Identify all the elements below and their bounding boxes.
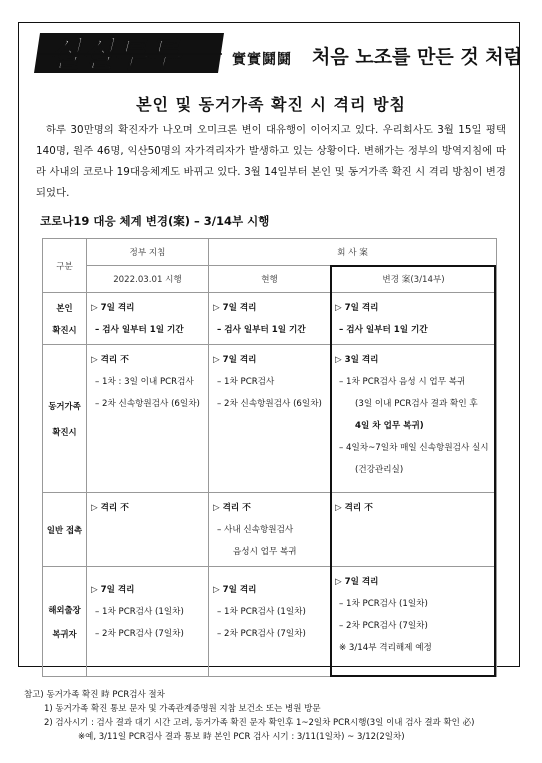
header-current: 현행 — [209, 266, 331, 293]
header-hanja: 實實鬪鬪 — [232, 52, 292, 68]
table-row — [43, 293, 497, 345]
notes-item: ※예, 3/11일 PCR검사 결과 통보 時 본인 PCR 검사 시기 : 3/11(1일차) ~ 3/12(2일차) — [78, 732, 405, 742]
cell-changed: ▷ 3일 격리 – 1차 PCR검사 음성 시 업무 복귀 (3일 이내 PCR검사 결과 확인 후 4일 차 업무 복귀) – 4일차~7일차 매일 신속항원검사 실시 (건강관리실) — [331, 345, 497, 493]
table-row — [43, 493, 497, 567]
union-logo — [34, 30, 226, 76]
row-label-self: 본인 확진시 — [43, 293, 87, 345]
logo-text: 실실투투 — [48, 35, 180, 75]
header-gov-date: 2022.03.01 시행 — [87, 266, 209, 293]
header-gov: 정부 지침 — [87, 239, 209, 266]
row-label-overseas: 해외출장 복귀자 — [43, 567, 87, 677]
cell-gov: ▷ 격리 不 — [87, 493, 209, 567]
policy-table — [42, 238, 497, 677]
section-title: 코로나19 대응 체계 변경(案) – 3/14부 시행 — [40, 214, 270, 228]
cell-current: ▷ 7일 격리 – 1차 PCR검사 (1일차) – 2차 PCR검사 (7일차) — [209, 567, 331, 677]
cell-gov: ▷ 7일 격리 – 1차 PCR검사 (1일차) – 2차 PCR검사 (7일차) — [87, 567, 209, 677]
notes-item: 1) 동거가족 확진 통보 문자 및 가족관계증명원 지참 보건소 또는 병원 방문 — [44, 704, 321, 714]
cell-current: ▷ 7일 격리 – 검사 일부터 1일 기간 — [209, 293, 331, 345]
table-row — [43, 345, 497, 493]
header-company: 회 사 案 — [209, 239, 497, 266]
header-slogan: 처음 노조를 만든 것 처럼 — [312, 46, 522, 68]
notes-item: 2) 검사시기 : 검사 결과 대기 시간 고려, 동거가족 확진 문자 확인후 1~2일차 PCR시행(3일 이내 검사 결과 확인 必) — [44, 718, 475, 728]
cell-current: ▷ 격리 不 – 사내 신속항원검사 음성시 업무 복귀 — [209, 493, 331, 567]
header-category: 구분 — [43, 239, 87, 293]
cell-changed: ▷ 격리 不 — [331, 493, 497, 567]
row-label-family: 동거가족 확진시 — [43, 345, 87, 493]
cell-current: ▷ 7일 격리 – 1차 PCR검사 – 2차 신속항원검사 (6일차) — [209, 345, 331, 493]
cell-gov: ▷ 격리 不 – 1차 : 3일 이내 PCR검사 – 2차 신속항원검사 (6일차) — [87, 345, 209, 493]
cell-changed: ▷ 7일 격리 – 검사 일부터 1일 기간 — [331, 293, 497, 345]
cell-changed: ▷ 7일 격리 – 1차 PCR검사 (1일차) – 2차 PCR검사 (7일차) ※ 3/14부 격리해제 예정 — [331, 567, 497, 677]
table-row — [43, 567, 497, 677]
intro-paragraph: 하루 30만명의 확진자가 나오며 오미크론 변이 대유행이 이어지고 있다. 우리회사도 3월 15일 평택140명, 원주 46명, 익산50명의 자가격리자가 발생하고 있는 상황이다. 변해가는 정부의 방역지침에 따라 사내의 코로나 19대응체계도 바뀌고 있다. 3월 14일부터 본인 및 동거가족 확진 시 격리 방침이 변경되었다. — [36, 124, 506, 199]
page-title: 본인 및 동거가족 확진 시 격리 방침 — [136, 95, 406, 114]
notes — [24, 688, 474, 744]
cell-gov: ▷ 7일 격리 – 검사 일부터 1일 기간 — [87, 293, 209, 345]
notes-heading: 참고) 동거가족 확진 時 PCR검사 절차 — [24, 690, 165, 700]
row-label-contact: 일반 접촉 — [43, 493, 87, 567]
header-changed: 변경 案(3/14부) — [331, 266, 497, 293]
